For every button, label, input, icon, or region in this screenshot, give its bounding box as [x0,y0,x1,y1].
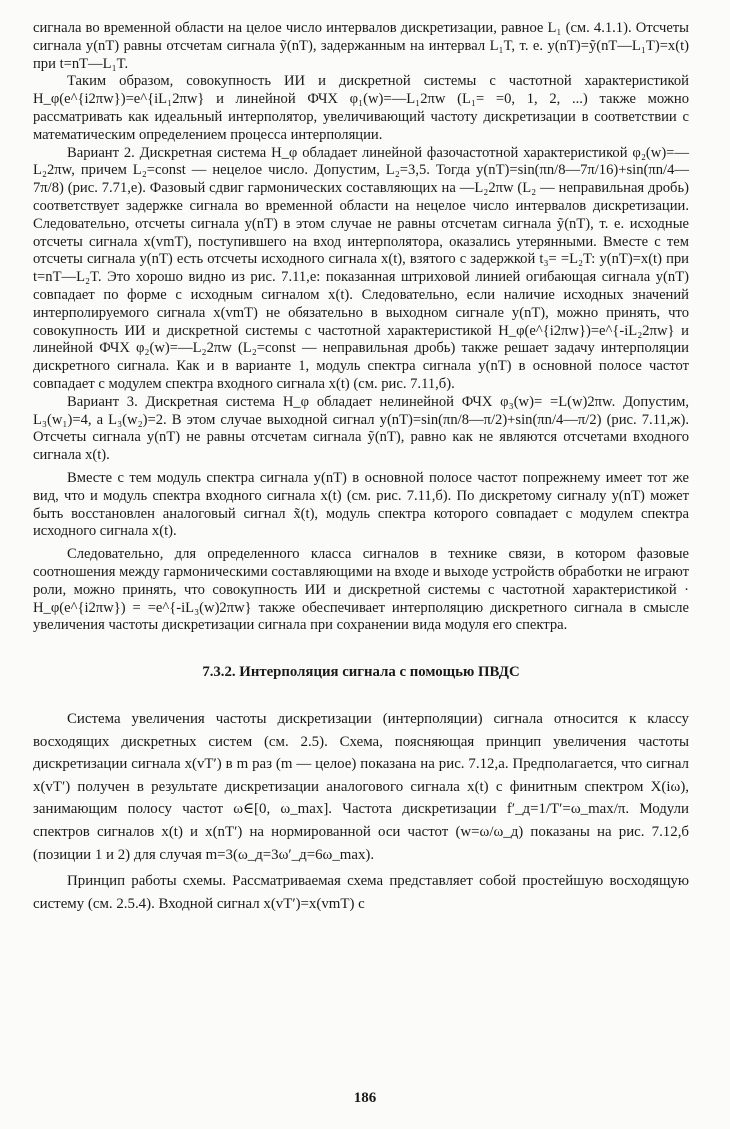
text-column [33,20,689,915]
section-heading: 7.3.2. Интерполяция сигнала с помощью ПВДС [202,664,520,681]
paragraph-continuation: сигнала во временной области на целое число интервалов дискретизации, равное L₁ (см. 4.1.1). Отсчеты сигнала y(nT) равны отсчетам сигнала ỹ(nT), задержанным на интервал L₁T, т. е. y(nT)=ỹ(nT—L₁T)=x(t) при t=nT—L₁T. [33,20,689,72]
page-number: 186 [353,1090,377,1106]
paragraph-variant-3: Вариант 3. Дискретная система H_φ обладает нелинейной ФЧХ φ₃(w)= =L(w)2πw. Допустим, L₃(w₁)=4, а L₃(w₂)=2. В этом случае выходной сигнал y(nT)=sin(πn/8—π/2)+sin(πn/4—π/2) (рис. 7.11,ж). Отсчеты сигнала y(nT) не равны отсчетам сигнала ỹ(nT), равно как не являются отсчетами входного сигнала x(t). [33,393,689,464]
paragraph-spectrum-modulus: Вместе с тем модуль спектра сигнала y(nT) в основной полосе частот попрежнему имеет тот же вид, что и модуль спектра входного сигнала x(t) (см. рис. 7.11,б). По дискретому сигналу y(nT) может быть восстановлен аналоговый сигнал x̃(t), модуль спектра которого совпадает с модулем спектра исходного сигнала x(t). [33,469,689,540]
paragraph-operating-principle: Принцип работы схемы. Рассматриваемая схема представляет собой простейшую восходящую систему (см. 2.5.4). Входной сигнал x(vT′)=x(vmT) с [33,873,689,912]
paragraph-ideal-interpolator: Таким образом, совокупность ИИ и дискретной системы с частотной характеристикой H_φ(e^{i2πw})=e^{iL₁2πw} и линейной ФЧХ φ₁(w)=—L₁2πw (L₁= =0, 1, 2, ...) также можно рассматривать как идеальный интерполятор, увеличивающий частоту дискретизации в соответствии с математическим определением процесса интерполяции. [33,73,689,143]
paragraph-variant-2: Вариант 2. Дискретная система H_φ обладает линейной фазочастотной характеристикой φ₂(w)=—L₂2πw, причем L₂=const — нецелое число. Допустим, L₂=3,5. Тогда y(nT)=sin(πn/8—7π/16)+sin(πn/4—7π/8) (рис. 7.71,е). Фазовый сдвиг гармонических составляющих на —L₂2πw (L₂ — неправильная дробь) соответствует задержке сигнала во временной области на нецелое число интервалов дискретизации. Следовательно, отсчеты сигнала y(nT) в этом случае не равны отсчетам сигнала ỹ(nT), т. е. исходные отсчеты сигнала x(vmT), поступившего на вход интерполятора, оказались утерянными. Вместе с тем отсчеты сигнала y(nT) есть отсчеты исходного сигнала x(t), взятого с задержкой t₃= =L₂T: y(nT)=x(t) при t=nT—L₂T. Это хорошо видно из рис. 7.11,е: показанная штриховой линией огибающая сигнала y(nT) совпадает по форме с исходным сигналом x(t). Следовательно, если наличие исходных значений интерполируемого сигнала x(vmT) не обязательно в выходном сигнале y(nT), можно принять, что совокупность ИИ и дискретной системы с частотной характеристикой H_φ(e^{i2πw})=e^{-iL₂2πw} и линейной ФЧХ φ₂(w)=—L₂2πw (L₂=const — неправильная дробь) также решает задачу интерполяции дискретного сигнала. Как и в варианте 1, модуль спектра сигнала y(nT) в основной полосе частот совпадает с модулем спектра входного сигнала x(t) (см. рис. 7.11,б). [33,144,689,392]
paragraph-conclusion: Следовательно, для определенного класса сигналов в технике связи, в котором фазовые соотношения между гармоническими составляющими на входе и выходе устройств обработки не играют роли, можно принять, что совокупность ИИ и дискретной системы с частотной характеристикой · H_φ(e^{i2πw}) = =e^{-iL₃(w)2πw} также обеспечивает интерполяцию дискретного сигнала в смысле увеличения частоты дискретизации сигнала при сохранении вида модуля его спектра. [33,546,689,634]
paragraph-upsampling-system: Система увеличения частоты дискретизации (интерполяции) сигнала относится к классу восходящих дискретных систем (см. 2.5). Схема, поясняющая принцип увеличения частоты дискретизации сигнала x(vT′) в m раз (m — целое) показана на рис. 7.12,а. Предполагается, что сигнал x(vT′) получен в результате дискретизации аналогового сигнала x(t) с финитным спектром X(iω), занимающим полосу частот ω∈[0, ω_max]. Частота дискретизации f′_д=1/T′=ω_max/π. Модули спектров сигналов x(t) и x(nT′) на нормированной оси частот (w=ω/ω_д) показаны на рис. 7.12,б (позиции 1 и 2) для случая m=3(ω_д=3ω′_д=6ω_max). [33,711,689,863]
